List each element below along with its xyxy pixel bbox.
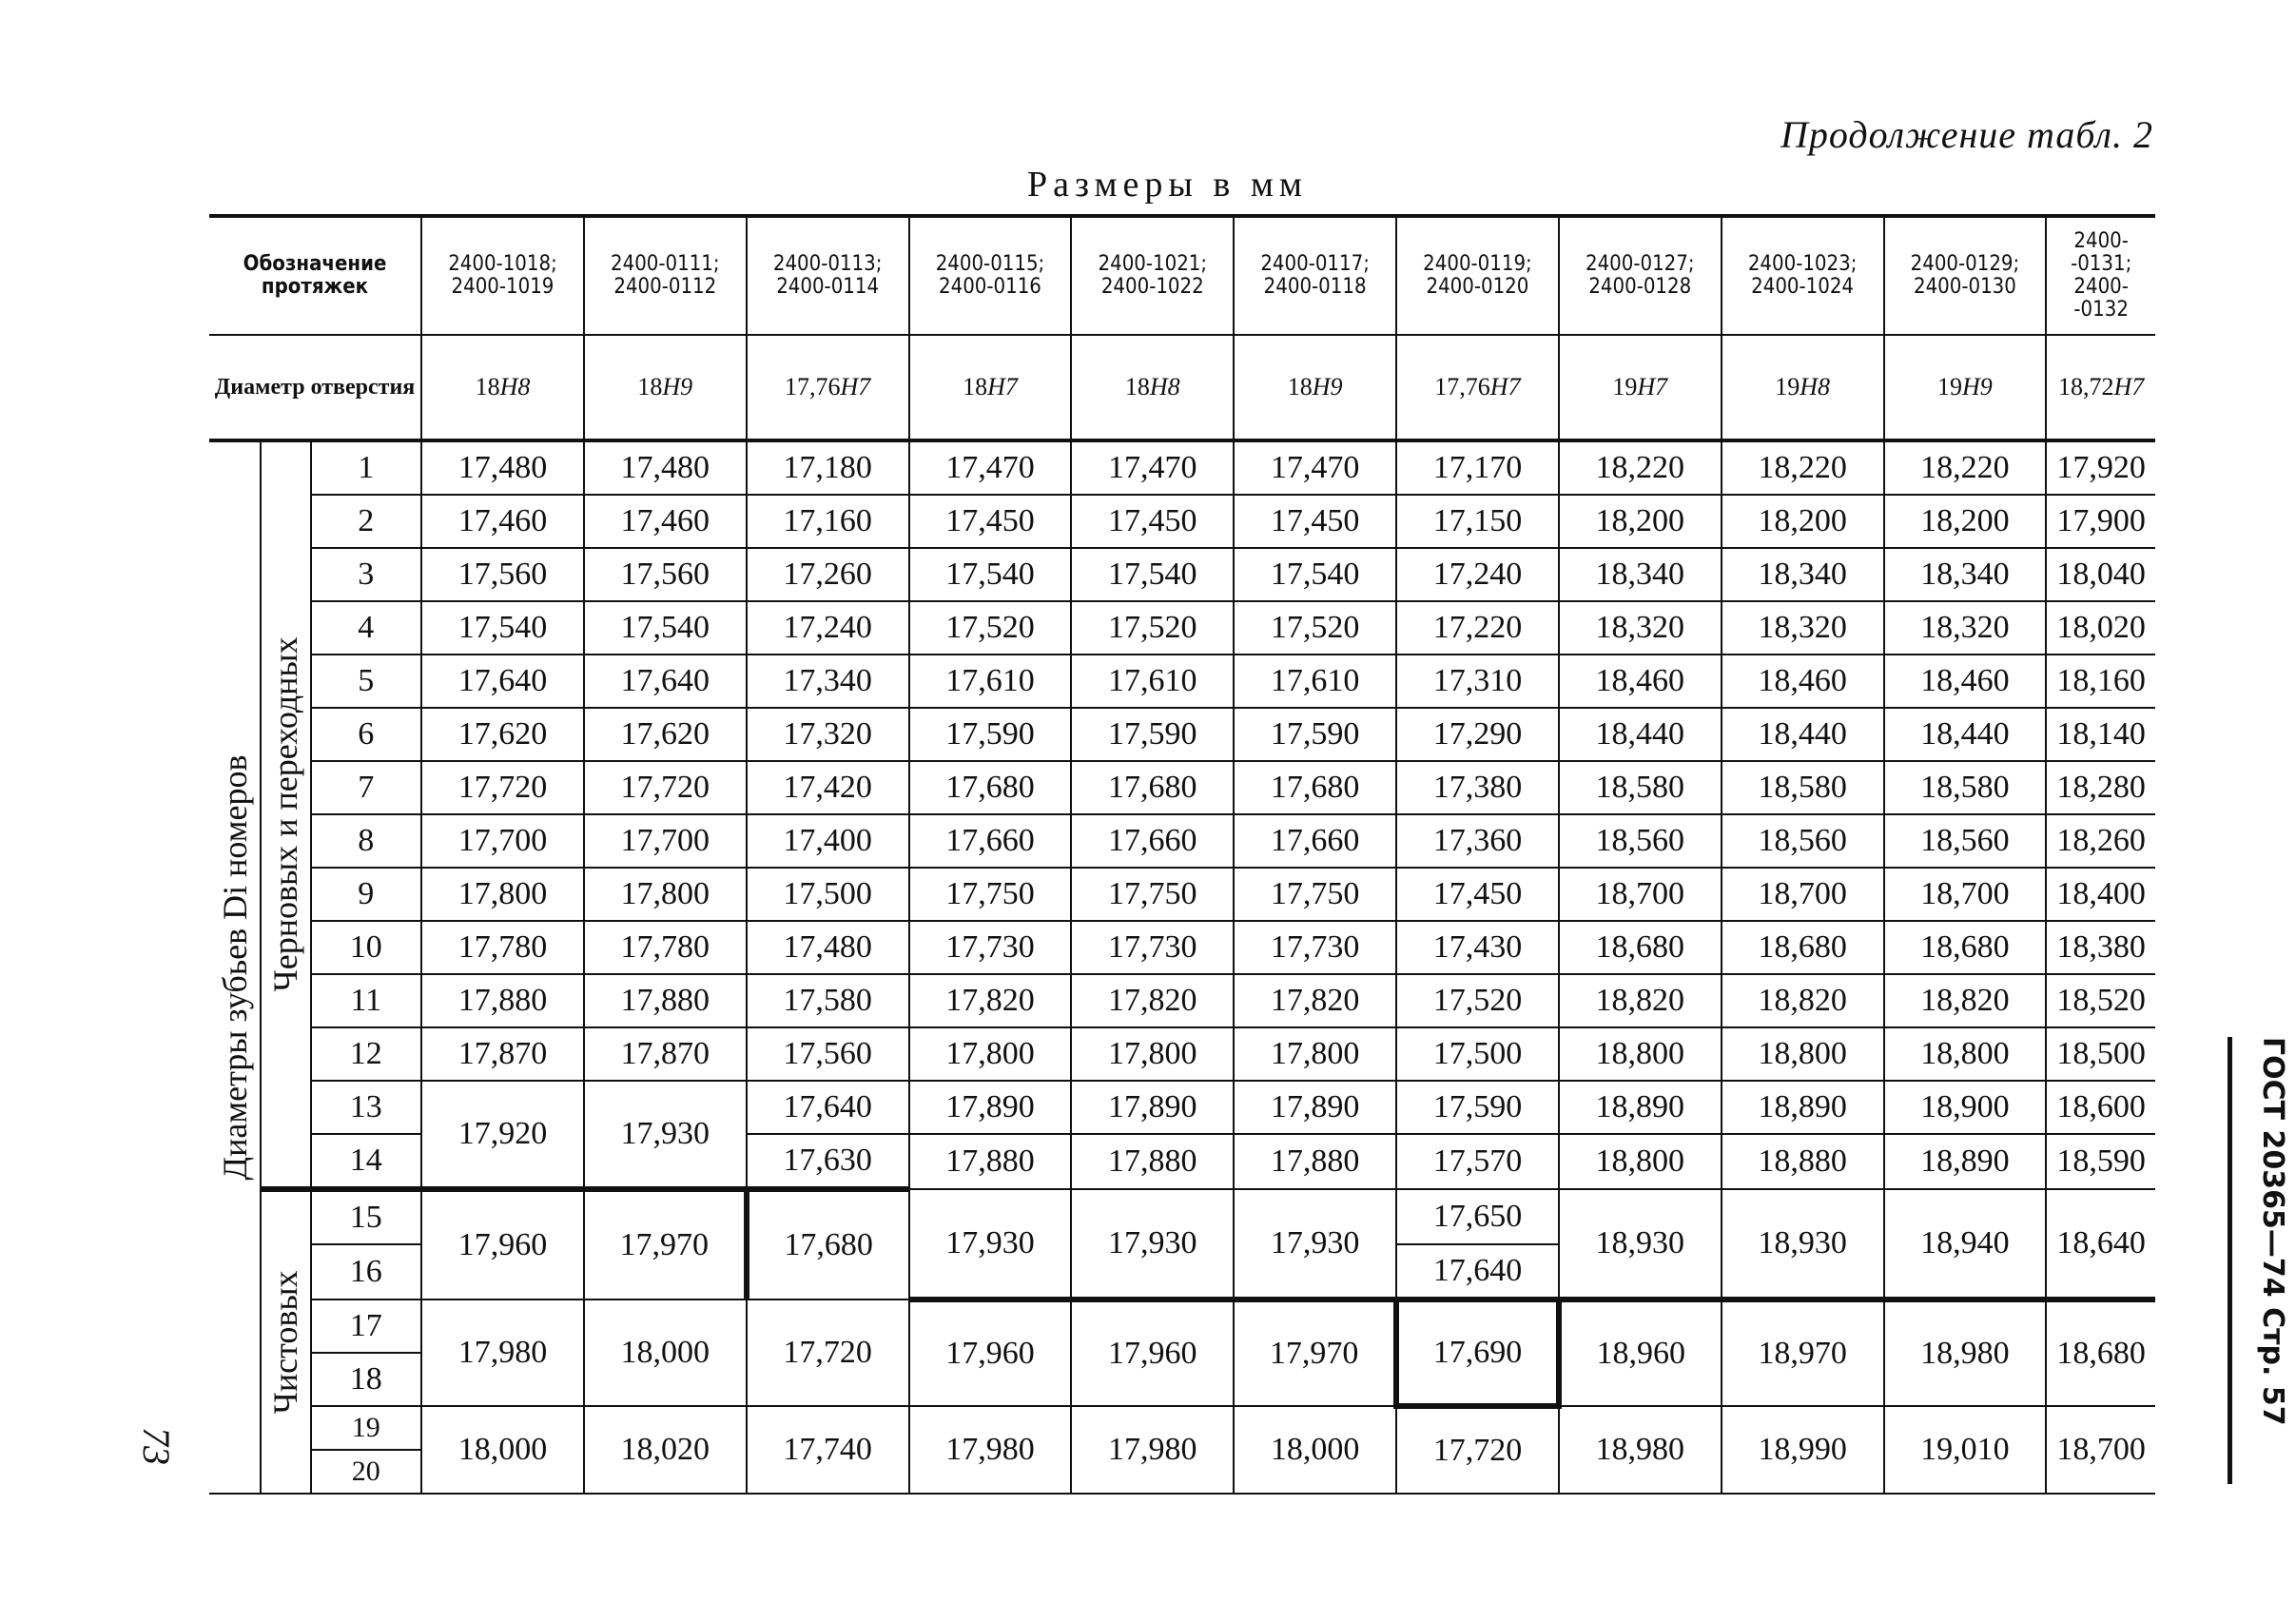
value-cell: 17,930 [1071,1189,1234,1300]
fit-class: H7 [987,373,1018,401]
value-cell: 18,160 [2046,655,2155,708]
diameter-value: 18 [1287,373,1313,401]
diameter-value: 18 [1124,373,1150,401]
header-row-diameter [209,335,2155,440]
fit-class: H7 [2113,373,2145,401]
table-row [209,440,2155,495]
value-cell: 17,980 [1071,1406,1234,1494]
column-diameter [909,335,1072,440]
table-row [209,601,2155,655]
tooth-number: 5 [311,655,422,708]
value-cell: 18,680 [2046,1300,2155,1406]
tooth-number: 13 [311,1081,422,1134]
value-cell: 18,580 [1884,761,2047,814]
value-cell: 18,320 [1722,601,1884,655]
value-cell: 17,800 [909,1027,1072,1081]
value-cell: 17,460 [421,495,584,548]
value-cell: 17,900 [2046,495,2155,548]
diameter-value: 18,72 [2058,373,2114,401]
value-cell: 17,980 [421,1300,584,1406]
value-cell: 17,480 [747,921,909,974]
value-cell: 17,960 [909,1300,1072,1406]
tooth-number: 1 [311,440,422,495]
fit-class: H9 [662,373,693,401]
column-designation: 2400-0117; 2400-0118 [1234,216,1396,335]
value-cell: 18,640 [2046,1189,2155,1300]
value-cell: 17,470 [1234,440,1396,495]
value-cell: 17,320 [747,708,909,761]
value-cell: 17,700 [584,814,747,868]
value-cell: 18,700 [1722,868,1884,921]
value-cell: 18,460 [1722,655,1884,708]
column-diameter [1722,335,1884,440]
value-cell: 17,730 [1234,921,1396,974]
tooth-number: 16 [311,1244,422,1300]
value-cell: 18,040 [2046,548,2155,601]
value-cell: 17,620 [584,708,747,761]
value-cell: 18,000 [421,1406,584,1494]
value-cell: 17,890 [1234,1081,1396,1134]
diameter-value: 18 [475,373,500,401]
value-cell: 17,450 [1071,495,1234,548]
page-number [131,1427,179,1475]
value-cell: 17,540 [1071,548,1234,601]
value-cell: 17,590 [909,708,1072,761]
value-cell: 17,360 [1396,814,1559,868]
column-designation: 2400-0111; 2400-0112 [584,216,747,335]
value-cell: 17,590 [1234,708,1396,761]
value-cell: 18,560 [1884,814,2047,868]
column-designation: 2400-0127; 2400-0128 [1559,216,1722,335]
table-row [209,921,2155,974]
value-cell: 18,930 [1559,1189,1722,1300]
table-row [209,974,2155,1027]
table-row [209,548,2155,601]
tooth-number: 17 [311,1300,422,1353]
value-cell: 18,520 [2046,974,2155,1027]
value-cell: 17,260 [747,548,909,601]
value-cell: 17,520 [909,601,1072,655]
value-cell: 18,200 [1884,495,2047,548]
value-cell: 17,380 [1396,761,1559,814]
outer-group-label [209,440,261,1494]
value-cell: 18,800 [1559,1027,1722,1081]
value-cell: 18,220 [1722,440,1884,495]
units-note: Размеры в мм [1027,165,1308,205]
diameter-label: Диаметр отверстия [209,335,421,440]
rough-group-label [261,440,310,1189]
broach-diameters-table [209,214,2155,1495]
tooth-number: 6 [311,708,422,761]
fit-class: H7 [840,373,871,401]
value-cell: 18,140 [2046,708,2155,761]
value-cell: 17,590 [1396,1081,1559,1134]
value-cell: 17,930 [584,1081,747,1189]
value-cell: 18,020 [2046,601,2155,655]
value-cell: 17,750 [909,868,1072,921]
value-cell: 17,520 [1234,601,1396,655]
value-cell: 17,240 [747,601,909,655]
value-cell: 17,720 [421,761,584,814]
column-designation: 2400-0113; 2400-0114 [747,216,909,335]
value-cell: 18,460 [1559,655,1722,708]
column-designation: 2400-1018; 2400-1019 [421,216,584,335]
value-cell: 18,500 [2046,1027,2155,1081]
value-cell: 17,920 [421,1081,584,1189]
diameter-value: 18 [963,373,988,401]
value-cell: 17,610 [909,655,1072,708]
column-diameter [2046,335,2155,440]
value-cell: 18,820 [1722,974,1884,1027]
table-row [209,1300,2155,1353]
value-cell: 18,700 [2046,1406,2155,1494]
value-cell: 18,440 [1884,708,2047,761]
value-cell: 18,220 [1884,440,2047,495]
value-cell: 17,630 [747,1134,909,1189]
value-cell: 17,650 [1396,1189,1559,1244]
value-cell: 18,980 [1559,1406,1722,1494]
tooth-number: 19 [311,1406,422,1450]
value-cell: 17,500 [747,868,909,921]
value-cell: 18,980 [1884,1300,2047,1406]
diameter-value: 18 [637,373,663,401]
value-cell: 17,720 [584,761,747,814]
value-cell: 17,580 [747,974,909,1027]
value-cell: 17,610 [1071,655,1234,708]
value-cell: 18,200 [1722,495,1884,548]
value-cell: 17,740 [747,1406,909,1494]
column-designation: 2400-0119; 2400-0120 [1396,216,1559,335]
table-row [209,708,2155,761]
outer-group-text: Диаметры зубьев Di номеров [215,754,254,1181]
value-cell: 17,470 [1071,440,1234,495]
value-cell: 18,580 [1559,761,1722,814]
value-cell: 17,620 [421,708,584,761]
column-diameter [1071,335,1234,440]
value-cell: 17,500 [1396,1027,1559,1081]
table-row [209,1081,2155,1134]
value-cell: 18,680 [1722,921,1884,974]
value-cell: 17,800 [584,868,747,921]
diameter-value: 17,76 [1434,373,1490,401]
fit-class: H8 [1149,373,1180,401]
value-cell: 17,640 [421,655,584,708]
value-cell: 17,800 [421,868,584,921]
value-cell: 17,750 [1234,868,1396,921]
value-cell: 17,400 [747,814,909,868]
table-row [209,814,2155,868]
value-cell: 18,590 [2046,1134,2155,1189]
value-cell: 17,890 [1071,1081,1234,1134]
value-cell: 17,590 [1071,708,1234,761]
value-cell: 17,930 [909,1189,1072,1300]
table-row [209,1027,2155,1081]
value-cell: 17,720 [1396,1406,1559,1494]
value-cell: 17,870 [584,1027,747,1081]
value-cell: 18,320 [1884,601,2047,655]
column-designation: 2400-1023; 2400-1024 [1722,216,1884,335]
value-cell: 17,880 [1234,1134,1396,1189]
value-cell: 17,970 [1234,1300,1396,1406]
value-cell: 17,540 [584,601,747,655]
value-cell: 17,820 [1071,974,1234,1027]
value-cell: 18,960 [1559,1300,1722,1406]
fit-class: H8 [1800,373,1830,401]
value-cell: 17,800 [1234,1027,1396,1081]
value-cell: 18,200 [1559,495,1722,548]
value-cell: 17,880 [584,974,747,1027]
tooth-number: 2 [311,495,422,548]
table-row [209,1189,2155,1244]
tooth-number: 3 [311,548,422,601]
value-cell: 17,150 [1396,495,1559,548]
table-row [209,655,2155,708]
table-row [209,495,2155,548]
header-row-designation [209,216,2155,335]
value-cell: 18,700 [1884,868,2047,921]
value-cell: 17,880 [421,974,584,1027]
value-cell: 17,570 [1396,1134,1559,1189]
tooth-number: 12 [311,1027,422,1081]
tooth-number: 9 [311,868,422,921]
value-cell: 18,560 [1722,814,1884,868]
value-cell: 18,260 [2046,814,2155,868]
value-cell: 18,340 [1559,548,1722,601]
value-cell: 18,930 [1722,1189,1884,1300]
value-cell: 17,930 [1234,1189,1396,1300]
value-cell: 17,820 [1234,974,1396,1027]
value-cell: 17,520 [1396,974,1559,1027]
value-cell: 17,450 [1396,868,1559,921]
value-cell: 17,780 [584,921,747,974]
value-cell: 18,340 [1722,548,1884,601]
table-row [209,868,2155,921]
table-row [209,1406,2155,1450]
value-cell: 18,580 [1722,761,1884,814]
column-designation: 2400- -0131; 2400- -0132 [2046,216,2155,335]
value-cell: 18,890 [1559,1081,1722,1134]
value-cell: 18,800 [1884,1027,2047,1081]
fit-class: H9 [1312,373,1343,401]
value-cell: 17,520 [1071,601,1234,655]
value-cell: 17,290 [1396,708,1559,761]
finish-group-label [261,1189,310,1494]
value-cell: 17,960 [1071,1300,1234,1406]
column-diameter [1234,335,1396,440]
value-cell: 17,750 [1071,868,1234,921]
value-cell: 17,240 [1396,548,1559,601]
value-cell: 18,440 [1722,708,1884,761]
value-cell: 17,980 [909,1406,1072,1494]
value-cell: 17,640 [747,1081,909,1134]
value-cell: 18,560 [1559,814,1722,868]
value-cell: 17,920 [2046,440,2155,495]
value-cell: 18,000 [1234,1406,1396,1494]
designation-label: Обозначение протяжек [209,216,421,335]
value-cell: 18,800 [1559,1134,1722,1189]
value-cell: 18,880 [1722,1134,1884,1189]
diameter-value: 19 [1612,373,1638,401]
diameter-value: 19 [1937,373,1963,401]
column-designation: 2400-0115; 2400-0116 [909,216,1072,335]
value-cell: 17,690 [1396,1300,1559,1406]
rough-group-text: Черновых и переходных [266,636,305,992]
value-cell: 18,700 [1559,868,1722,921]
value-cell: 17,800 [1071,1027,1234,1081]
value-cell: 17,680 [1234,761,1396,814]
value-cell: 17,870 [421,1027,584,1081]
fit-class: H9 [1962,373,1993,401]
tooth-number: 14 [311,1134,422,1189]
value-cell: 18,340 [1884,548,2047,601]
value-cell: 17,560 [747,1027,909,1081]
value-cell: 17,640 [1396,1244,1559,1300]
tooth-number: 8 [311,814,422,868]
column-diameter [1396,335,1559,440]
value-cell: 17,680 [747,1189,909,1300]
value-cell: 17,730 [1071,921,1234,974]
value-cell: 18,440 [1559,708,1722,761]
value-cell: 17,560 [584,548,747,601]
page-number-text: 73 [135,1427,178,1465]
tooth-number: 15 [311,1189,422,1244]
value-cell: 18,680 [1559,921,1722,974]
fit-class: H8 [499,373,531,401]
value-cell: 18,460 [1884,655,2047,708]
column-diameter [1884,335,2047,440]
value-cell: 18,220 [1559,440,1722,495]
diameter-value: 19 [1775,373,1800,401]
value-cell: 18,400 [2046,868,2155,921]
value-cell: 18,000 [584,1300,747,1406]
tooth-number: 7 [311,761,422,814]
value-cell: 17,170 [1396,440,1559,495]
value-cell: 17,420 [747,761,909,814]
value-cell: 18,990 [1722,1406,1884,1494]
column-diameter [747,335,909,440]
value-cell: 17,730 [909,921,1072,974]
value-cell: 17,220 [1396,601,1559,655]
value-cell: 18,020 [584,1406,747,1494]
value-cell: 17,450 [909,495,1072,548]
column-diameter [421,335,584,440]
value-cell: 17,880 [909,1134,1072,1189]
column-designation: 2400-1021; 2400-1022 [1071,216,1234,335]
value-cell: 17,700 [421,814,584,868]
value-cell: 17,540 [909,548,1072,601]
value-cell: 17,720 [747,1300,909,1406]
value-cell: 17,660 [909,814,1072,868]
value-cell: 17,680 [909,761,1072,814]
value-cell: 17,540 [421,601,584,655]
value-cell: 18,380 [2046,921,2155,974]
value-cell: 18,820 [1884,974,2047,1027]
value-cell: 18,940 [1884,1189,2047,1300]
value-cell: 17,310 [1396,655,1559,708]
value-cell: 17,960 [421,1189,584,1300]
value-cell: 18,800 [1722,1027,1884,1081]
tooth-number: 20 [311,1450,422,1494]
tooth-number: 18 [311,1353,422,1406]
fit-class: H7 [1637,373,1668,401]
value-cell: 18,280 [2046,761,2155,814]
table-row [209,761,2155,814]
value-cell: 17,480 [421,440,584,495]
value-cell: 19,010 [1884,1406,2047,1494]
finish-group-text: Чистовых [266,1270,305,1415]
value-cell: 17,480 [584,440,747,495]
value-cell: 17,160 [747,495,909,548]
value-cell: 18,970 [1722,1300,1884,1406]
value-cell: 17,820 [909,974,1072,1027]
value-cell: 18,320 [1559,601,1722,655]
value-cell: 18,890 [1884,1134,2047,1189]
tooth-number: 11 [311,974,422,1027]
value-cell: 17,890 [909,1081,1072,1134]
tooth-number: 10 [311,921,422,974]
value-cell: 17,460 [584,495,747,548]
value-cell: 18,600 [2046,1081,2155,1134]
value-cell: 17,560 [421,548,584,601]
column-designation: 2400-0129; 2400-0130 [1884,216,2047,335]
column-diameter [1559,335,1722,440]
value-cell: 17,340 [747,655,909,708]
value-cell: 17,780 [421,921,584,974]
side-standard-code [2228,1037,2289,1484]
value-cell: 17,540 [1234,548,1396,601]
column-diameter [584,335,747,440]
value-cell: 17,880 [1071,1134,1234,1189]
value-cell: 17,470 [909,440,1072,495]
value-cell: 17,640 [584,655,747,708]
value-cell: 17,970 [584,1189,747,1300]
value-cell: 17,660 [1071,814,1234,868]
value-cell: 17,180 [747,440,909,495]
value-cell: 17,680 [1071,761,1234,814]
value-cell: 18,890 [1722,1081,1884,1134]
value-cell: 18,820 [1559,974,1722,1027]
value-cell: 17,660 [1234,814,1396,868]
fit-class: H7 [1489,373,1521,401]
value-cell: 17,430 [1396,921,1559,974]
value-cell: 17,450 [1234,495,1396,548]
value-cell: 18,900 [1884,1081,2047,1134]
value-cell: 17,610 [1234,655,1396,708]
table-continuation-caption: Продолжение табл. 2 [1780,113,2153,156]
side-standard-code-text: ГОСТ 20365—74 Стр. 57 [2256,1037,2289,1426]
diameter-value: 17,76 [784,373,841,401]
value-cell: 18,680 [1884,921,2047,974]
tooth-number: 4 [311,601,422,655]
